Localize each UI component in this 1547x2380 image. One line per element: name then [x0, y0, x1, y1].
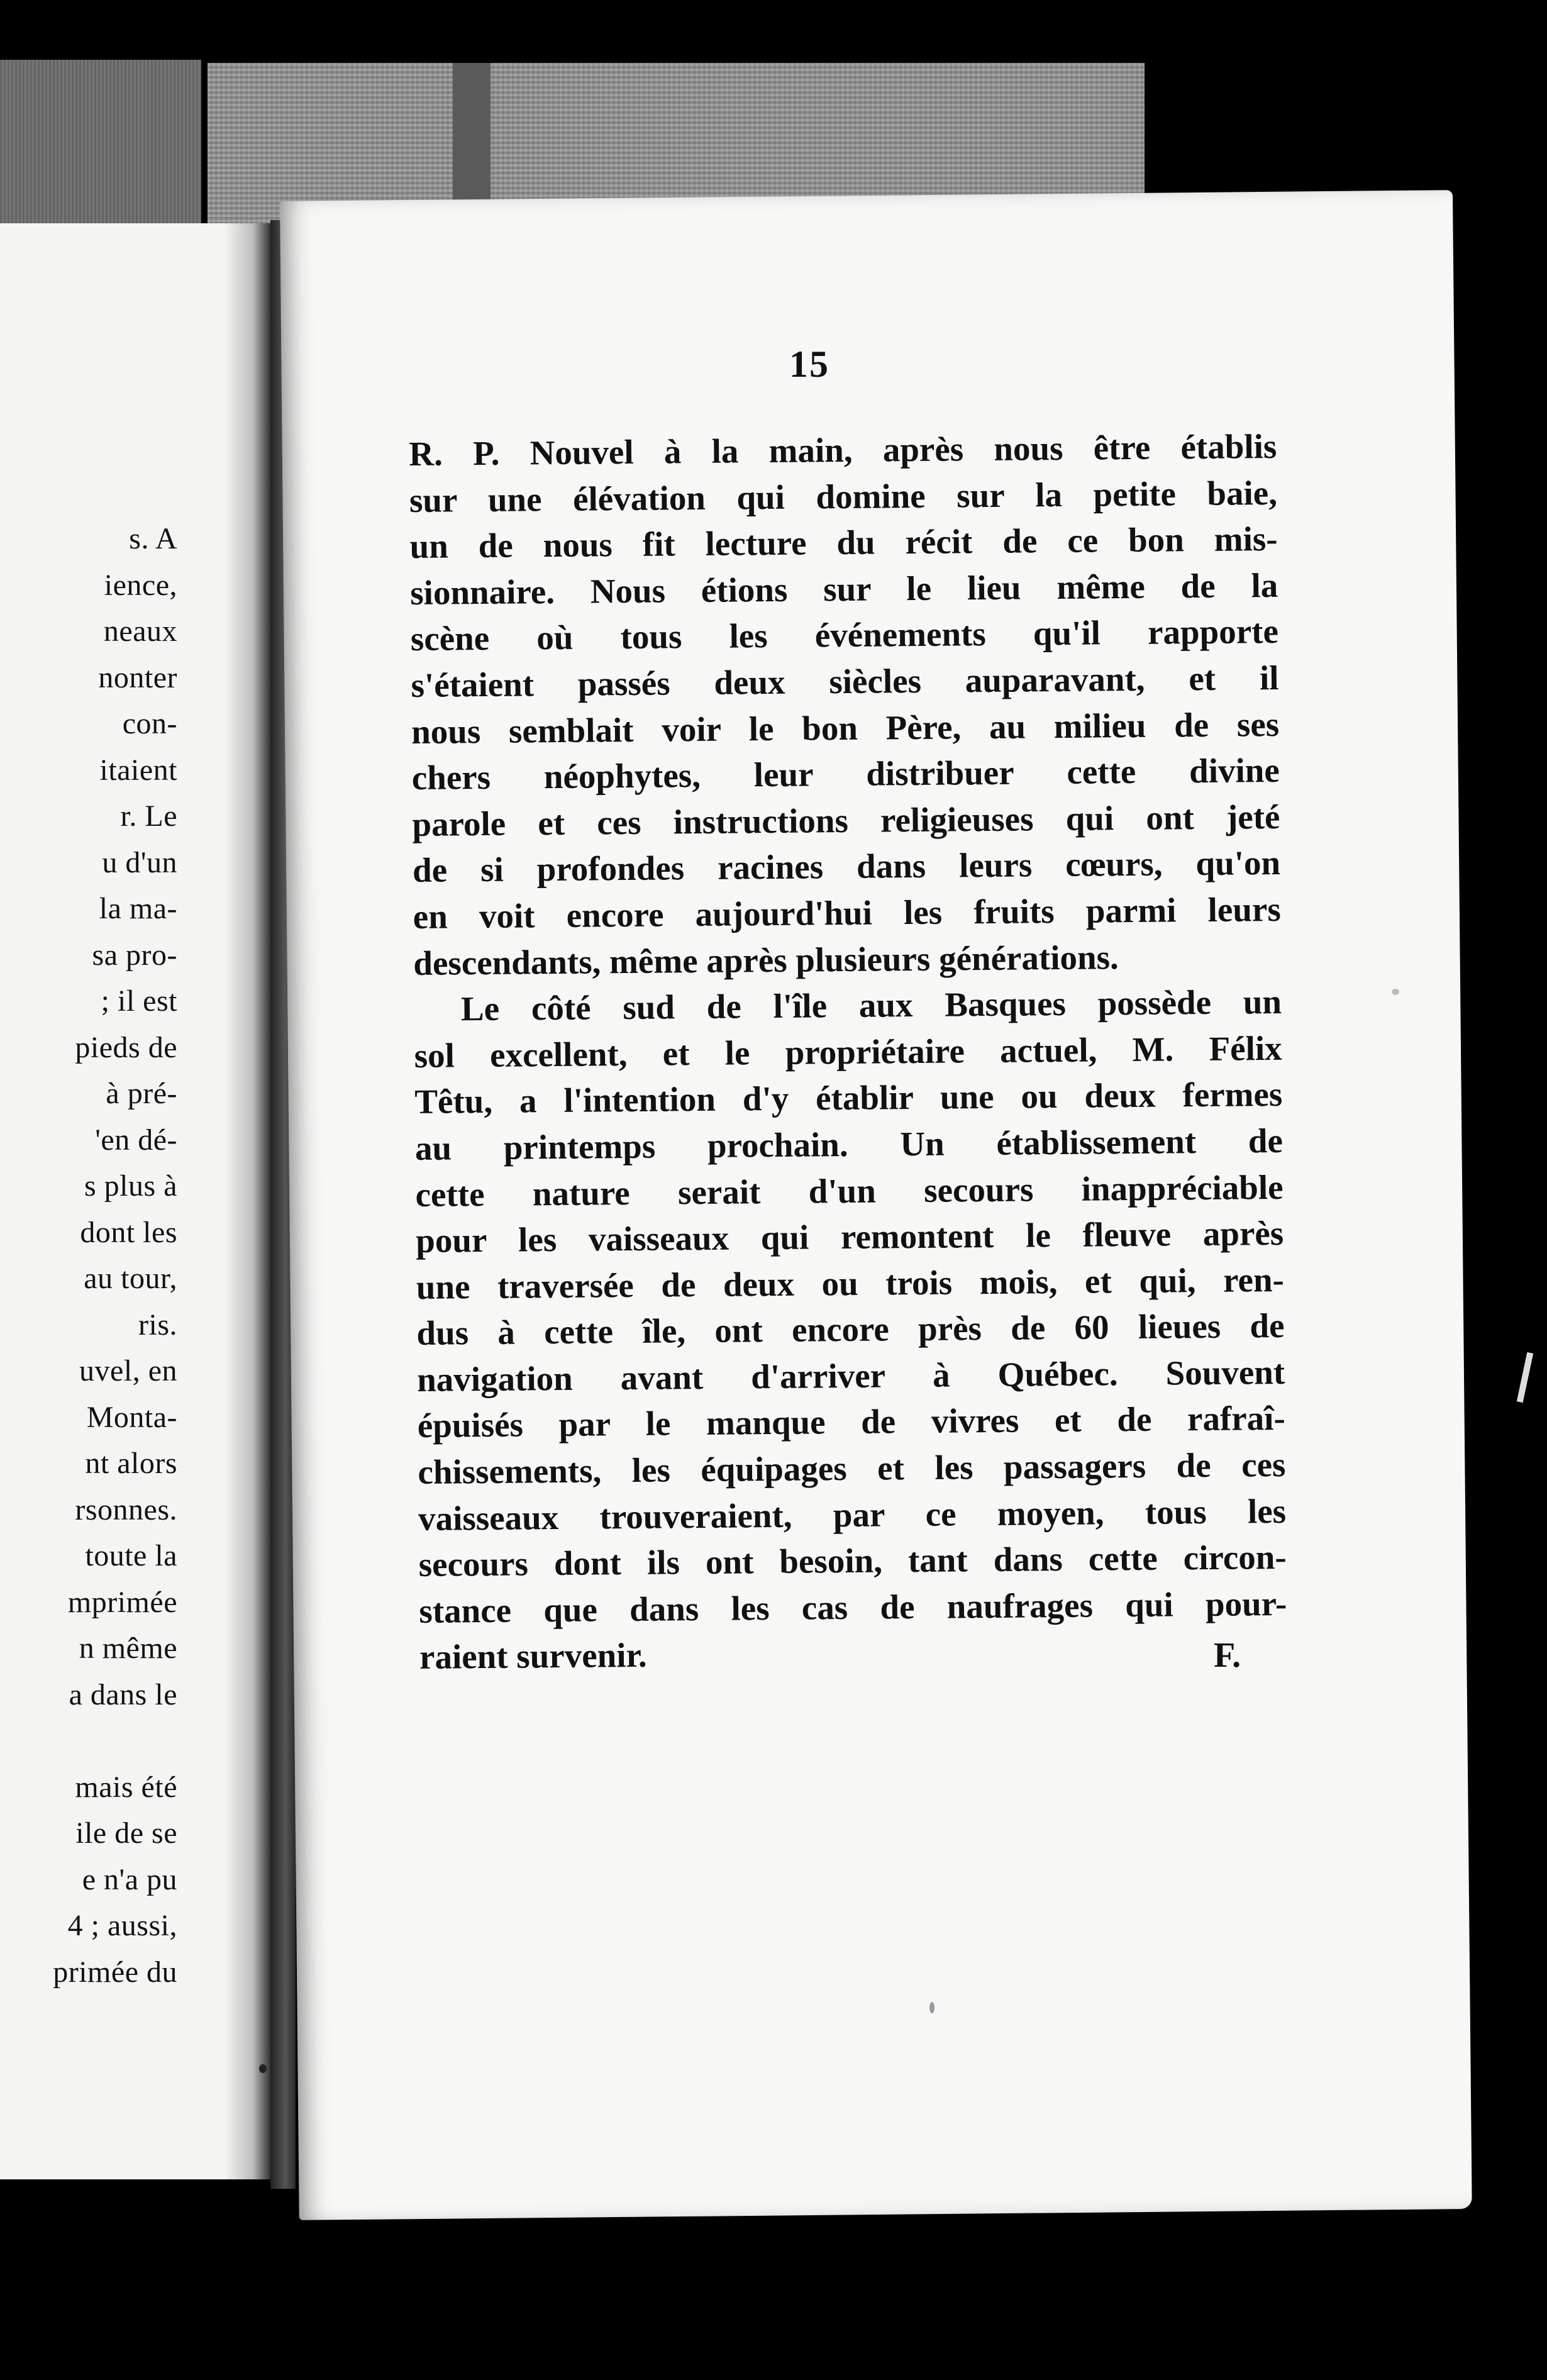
left-page-line: ile de se [75, 1816, 177, 1850]
left-page-line: a dans le [69, 1677, 177, 1711]
text-line: sionnaire. Nous étions sur le lieu même de la [409, 565, 1278, 612]
left-page-line: s plus à [84, 1169, 177, 1203]
left-page-line: au tour, [84, 1262, 177, 1295]
left-page-line: pieds de [75, 1030, 177, 1064]
text-line: vaisseaux trouveraient, par ce moyen, tous les [418, 1491, 1287, 1538]
left-page-line: s. A [129, 522, 177, 555]
left-page-line: con- [122, 707, 177, 740]
left-page-line: e n'a pu [82, 1862, 177, 1896]
text-line: stance que dans les cas de naufrages qui pour- [419, 1584, 1287, 1630]
left-page-line: mprimée [67, 1585, 177, 1619]
text-line: parole et ces instructions religieuses qui ont jeté [412, 797, 1280, 843]
left-page-line: ience, [104, 568, 177, 602]
text-line: une traversée de deux ou trois mois, et qui, ren- [416, 1260, 1285, 1306]
left-page-line: u d'un [102, 845, 177, 879]
left-page-line: neaux [103, 614, 177, 648]
text-line: au printemps prochain. Un établissement de [414, 1121, 1284, 1167]
left-page-line: itaient [99, 753, 177, 787]
text-line: sol excellent, et le propriétaire actuel, M. Félix [414, 1028, 1282, 1075]
text-line: R. P. Nouvel à la main, après nous être établis [409, 426, 1277, 473]
text-line: secours dont ils ont besoin, tant dans cette circon- [418, 1538, 1287, 1584]
ink-speck [1392, 989, 1399, 995]
left-page-line: mais été [75, 1770, 177, 1804]
left-page-line: Monta- [86, 1400, 177, 1434]
text-line: descendants, même après plusieurs générations. [413, 937, 1119, 982]
left-page-line: nonter [98, 660, 177, 694]
text-line: pour les vaisseaux qui remontent le fleuve après [415, 1214, 1284, 1260]
left-page-line: ; il est [101, 984, 177, 1018]
text-line: Têtu, a l'intention d'y établir une ou deux fermes [414, 1075, 1283, 1121]
text-line: sur une élévation qui domine sur la petite baie, [409, 473, 1278, 520]
left-page-text [0, 516, 177, 1995]
left-page-line: uvel, en [79, 1354, 177, 1387]
left-page-line: 'en dé- [95, 1123, 177, 1157]
left-page-line: ris. [138, 1308, 177, 1342]
left-page-gutter [226, 223, 270, 2179]
left-page-line: nt alors [85, 1447, 177, 1480]
text-line: cette nature serait d'un secours inappréciable [415, 1167, 1284, 1214]
left-page-line: primée du [53, 1955, 177, 1989]
left-page-line: à pré- [106, 1077, 177, 1110]
left-page-line: n même [79, 1632, 177, 1665]
left-page-line: la ma- [99, 892, 177, 925]
text-line: Le côté sud de l'île aux Basques possède un [460, 982, 1282, 1028]
page-number: 15 [789, 343, 829, 385]
page-body-text [409, 423, 1287, 1681]
left-page-line [0, 1718, 177, 1764]
ink-speck [929, 2002, 934, 2013]
binding-tape-left [0, 60, 201, 239]
text-line: de si profondes racines dans leurs cœurs, qu'on [412, 843, 1281, 890]
text-line: navigation avant d'arriver à Québec. Souvent [416, 1352, 1285, 1399]
text-line: nous semblait voir le bon Père, au milieu de ses [411, 704, 1280, 751]
edge-mark [1517, 1352, 1533, 1403]
signature-initial: F. [1214, 1636, 1241, 1675]
text-line: raient survenir. [419, 1636, 647, 1677]
text-line: en voit encore aujourd'hui les fruits parmi leurs [413, 889, 1281, 936]
text-line: s'étaient passés deux siècles auparavant, et il [411, 658, 1279, 704]
left-page-line: r. Le [120, 799, 177, 833]
left-page-line: dont les [80, 1215, 177, 1249]
text-line: scène où tous les événements qu'il rapporte [410, 612, 1279, 659]
text-line: un de nous fit lecture du récit de ce bon mis- [409, 520, 1278, 566]
text-line: épuisés par le manque de vivres et de rafraî- [417, 1399, 1286, 1445]
left-page-line: rsonnes. [75, 1493, 177, 1526]
left-page-line: sa pro- [92, 938, 177, 972]
text-line: chers néophytes, leur distribuer cette divine [411, 751, 1280, 798]
left-page-line: toute la [85, 1539, 177, 1572]
text-line: chissements, les équipages et les passagers de ces [418, 1445, 1286, 1491]
ink-speck [259, 2064, 267, 2073]
text-line: dus à cette île, ont encore près de 60 lieues de [416, 1306, 1285, 1353]
left-page-line: 4 ; aussi, [67, 1909, 177, 1942]
